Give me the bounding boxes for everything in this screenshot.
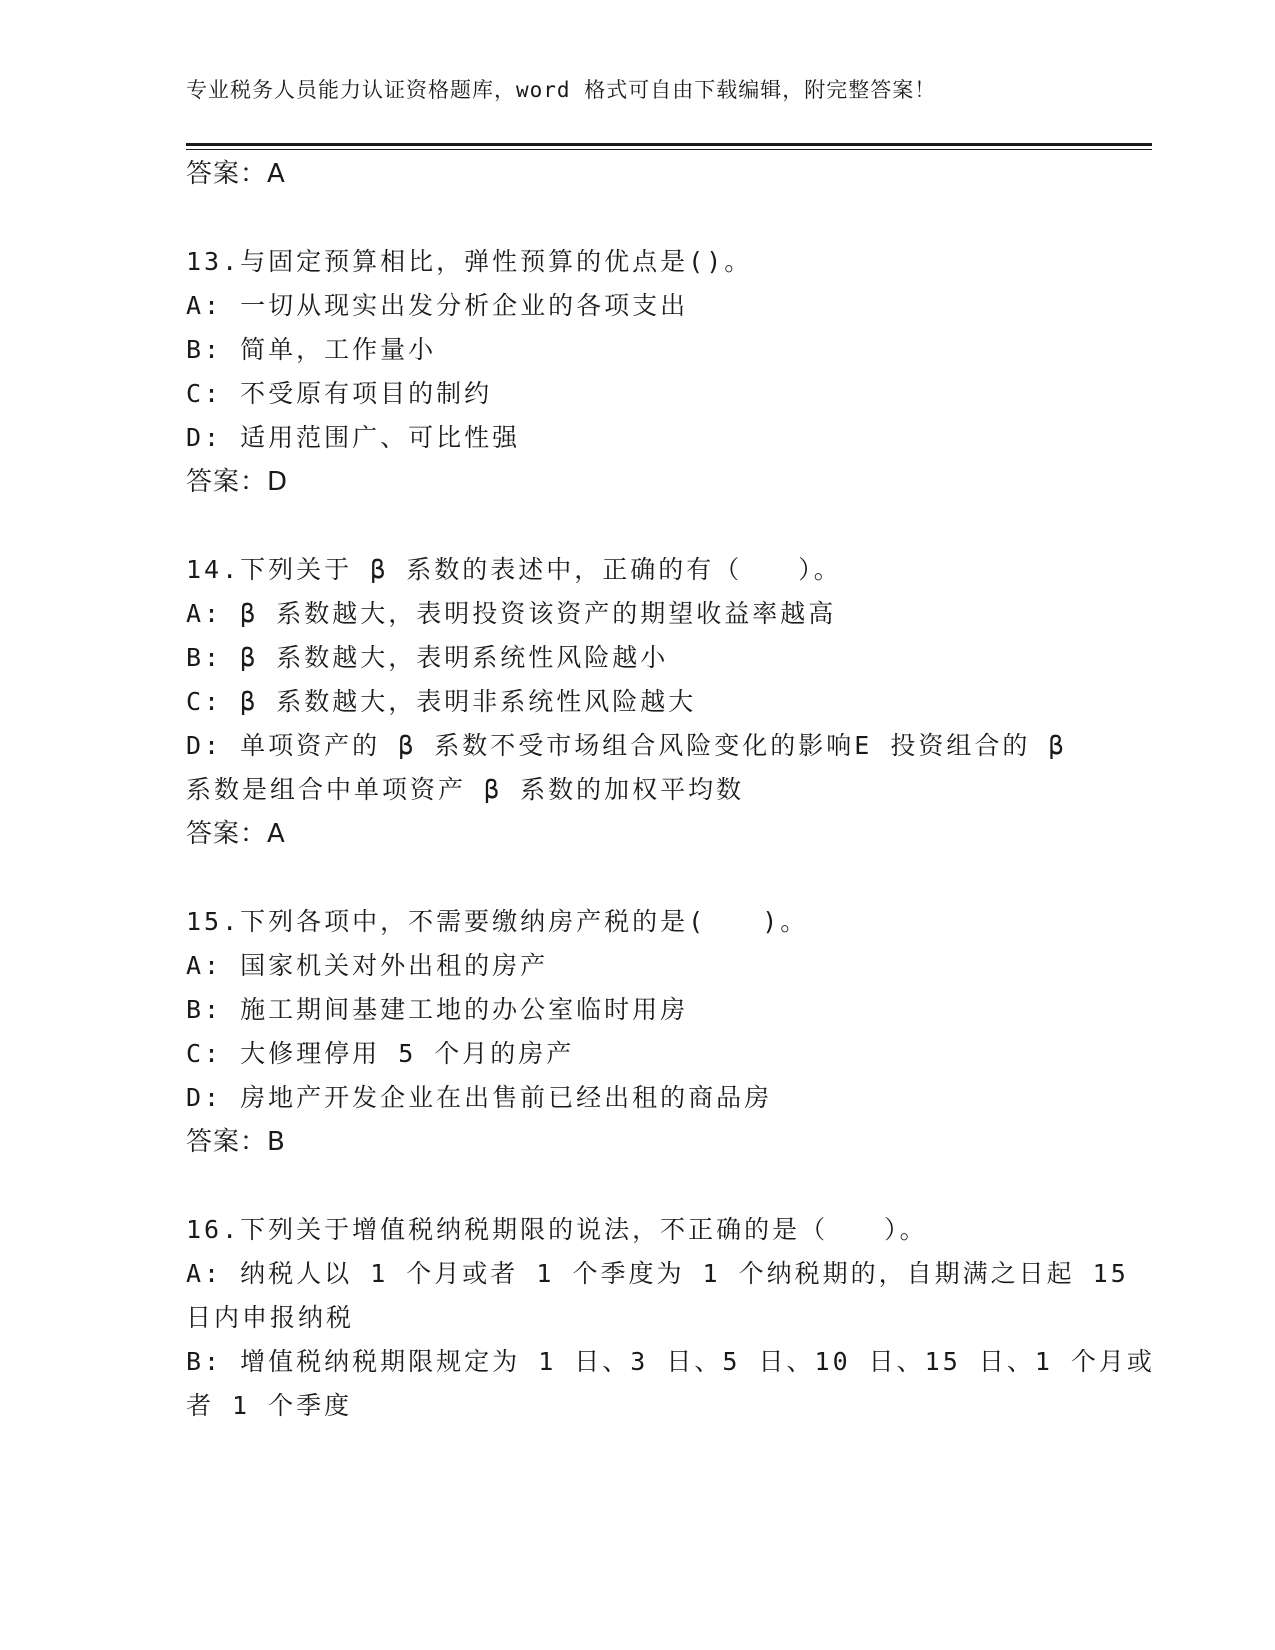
question-15-option-a: A: 国家机关对外出租的房产 xyxy=(186,951,549,980)
question-14-option-d-cont: 系数是组合中单项资产 β 系数的加权平均数 xyxy=(186,775,745,804)
question-13-option-a: A: 一切从现实出发分析企业的各项支出 xyxy=(186,291,689,320)
question-16-option-a: A: 纳税人以 1 个月或者 1 个季度为 1 个纳税期的，自期满之日起 15 xyxy=(186,1259,1129,1288)
question-16-option-b-cont: 者 1 个季度 xyxy=(186,1391,353,1420)
question-16-stem: 16.下列关于增值税纳税期限的说法，不正确的是（ ）。 xyxy=(186,1215,928,1244)
answer-12: 答案：A xyxy=(186,159,286,189)
question-15-answer: 答案：B xyxy=(186,1127,286,1157)
question-14-option-d: D: 单项资产的 β 系数不受市场组合风险变化的影响E 投资组合的 β xyxy=(186,731,1067,760)
question-13-answer: 答案：D xyxy=(186,467,289,497)
question-15-option-b: B: 施工期间基建工地的办公室临时用房 xyxy=(186,995,689,1024)
question-14-option-c: C: β 系数越大，表明非系统性风险越大 xyxy=(186,687,697,716)
question-13-option-b: B: 简单，工作量小 xyxy=(186,335,437,364)
question-14-answer: 答案：A xyxy=(186,819,286,849)
question-16-option-a-cont: 日内申报纳税 xyxy=(186,1303,355,1332)
question-13-stem: 13.与固定预算相比，弹性预算的优点是()。 xyxy=(186,247,753,276)
question-13-option-c: C: 不受原有项目的制约 xyxy=(186,379,493,408)
page-header-text: 专业税务人员能力认证资格题库，word 格式可自由下载编辑，附完整答案！ xyxy=(186,78,937,102)
question-15-stem: 15.下列各项中，不需要缴纳房产税的是( )。 xyxy=(186,907,809,936)
question-15-option-d: D: 房地产开发企业在出售前已经出租的商品房 xyxy=(186,1083,773,1112)
question-16-option-b: B: 增值税纳税期限规定为 1 日、3 日、5 日、10 日、15 日、1 个月或 xyxy=(186,1347,1155,1376)
question-15-option-c: C: 大修理停用 5 个月的房产 xyxy=(186,1039,575,1068)
question-13-option-d: D: 适用范围广、可比性强 xyxy=(186,423,521,452)
header-rule-thin xyxy=(186,149,1152,150)
question-14-option-b: B: β 系数越大，表明系统性风险越小 xyxy=(186,643,669,672)
question-14-option-a: A: β 系数越大，表明投资该资产的期望收益率越高 xyxy=(186,599,837,628)
header-rule-thick xyxy=(186,143,1152,146)
question-14-stem: 14.下列关于 β 系数的表述中，正确的有（ ）。 xyxy=(186,555,842,584)
